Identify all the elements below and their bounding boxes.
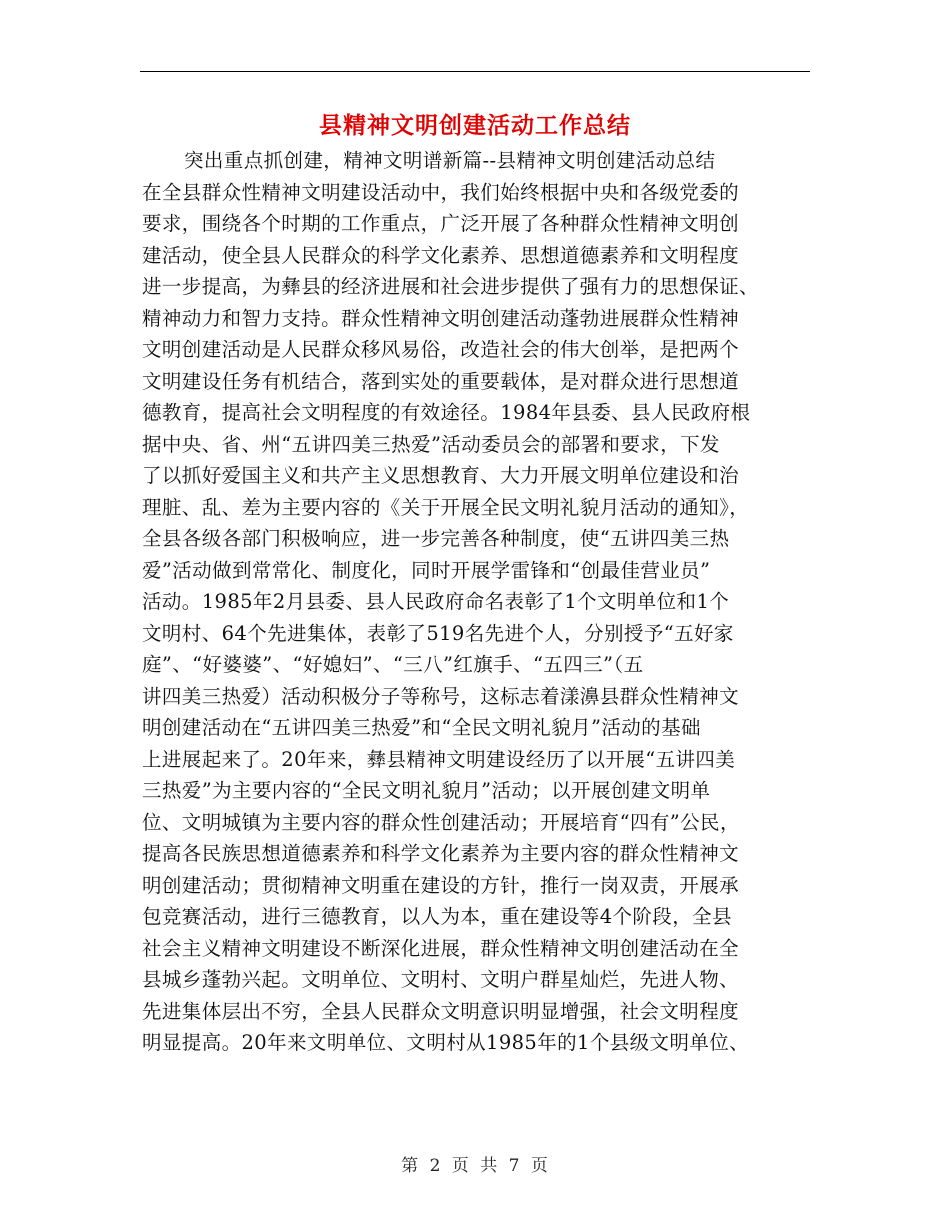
body-line: 明显提高。20年来文明单位、文明村从1985年的1个县级文明单位、 <box>142 1031 750 1054</box>
body-line: 精神动力和智力支持。群众性精神文明创建活动蓬勃进展群众性精神 <box>142 306 740 330</box>
body-line: 明创建活动；贯彻精神文明重在建设的方针，推行一岗双责，开展承 <box>142 873 740 897</box>
footer-prefix: 第 <box>401 1156 420 1176</box>
body-line: 包竞赛活动，进行三德教育，以人为本，重在建设等4个阶段，全县 <box>142 905 732 928</box>
body-line: 文明创建活动是人民群众移风易俗，改造社会的伟大创举，是把两个 <box>142 338 740 361</box>
body-line: 社会主义精神文明建设不断深化进展，群众性精神文明创建活动在全 <box>142 936 740 960</box>
body-line: 德教育，提高社会文明程度的有效途径。1984年县委、县人民政府根 <box>142 401 751 424</box>
body-line: 活动。1985年2月县委、县人民政府命名表彰了1个文明单位和1个 <box>142 590 730 613</box>
footer-current-page: 2 <box>429 1156 442 1176</box>
body-line: 据中央、省、州“五讲四美三热爱”活动委员会的部署和要求，下发 <box>142 432 720 456</box>
body-line: 三热爱”为主要内容的“全民文明礼貌月”活动；以开展创建文明单 <box>142 779 711 802</box>
body-line: 县城乡蓬勃兴起。文明单位、文明村、文明户群星灿烂，先进人物、 <box>142 968 740 991</box>
body-line: 提高各民族思想道德素养和科学文化素养为主要内容的群众性精神文 <box>142 842 740 865</box>
body-line: 位、文明城镇为主要内容的群众性创建活动；开展培育“四有”公民， <box>142 810 740 834</box>
body-line: 要求，围绕各个时期的工作重点，广泛开展了各种群众性精神文明创 <box>142 212 740 235</box>
body-line: 在全县群众性精神文明建设活动中，我们始终根据中央和各级党委的 <box>142 180 740 204</box>
subtitle-line: 突出重点抓创建，精神文明谱新篇--县精神文明创建活动总结 <box>184 149 716 172</box>
header-rule <box>140 71 810 72</box>
body-line: 上进展起来了。20年来，彝县精神文明建设经历了以开展“五讲四美 <box>142 747 736 771</box>
body-line: 建活动，使全县人民群众的科学文化素养、思想道德素养和文明程度 <box>142 243 740 267</box>
body-line: 了以抓好爱国主义和共产主义思想教育、大力开展文明单位建设和治 <box>142 464 740 487</box>
body-line: 讲四美三热爱）活动积极分子等称号，这标志着漾濞县群众性精神文 <box>142 684 740 708</box>
body-line: 理脏、乱、差为主要内容的《关于开展全民文明礼貌月活动的通知》， <box>142 495 750 519</box>
body-line: 文明建设任务有机结合，落到实处的重要载体，是对群众进行思想道 <box>142 369 740 393</box>
body-line: 文明村、64个先进集体，表彰了519名先进个人，分别授予“五好家 <box>142 621 734 645</box>
footer-total-pages: 7 <box>508 1156 521 1176</box>
body-line: 进一步提高，为彝县的经济进展和社会进步提供了强有力的思想保证、 <box>142 275 759 298</box>
footer-total-prefix: 共 <box>480 1156 499 1176</box>
body-line: 先进集体层出不穷，全县人民群众文明意识明显增强，社会文明程度 <box>142 999 740 1023</box>
document-body <box>142 145 808 1059</box>
document-title: 县精神文明创建活动工作总结 <box>319 112 631 139</box>
body-line: 庭”、“好婆婆”、“好媳妇”、“三八”红旗手、“五四三”（五 <box>142 653 644 676</box>
footer-suffix: 页 <box>530 1156 549 1176</box>
body-line: 全县各级各部门积极响应，进一步完善各种制度，使“五讲四美三热 <box>142 527 730 550</box>
page-footer <box>0 1151 950 1176</box>
footer-page-word: 页 <box>451 1156 470 1176</box>
body-line: 明创建活动在“五讲四美三热爱”和“全民文明礼貌月”活动的基础 <box>142 716 701 739</box>
body-line: 爱”活动做到常常化、制度化，同时开展学雷锋和“创最佳营业员” <box>142 558 711 582</box>
